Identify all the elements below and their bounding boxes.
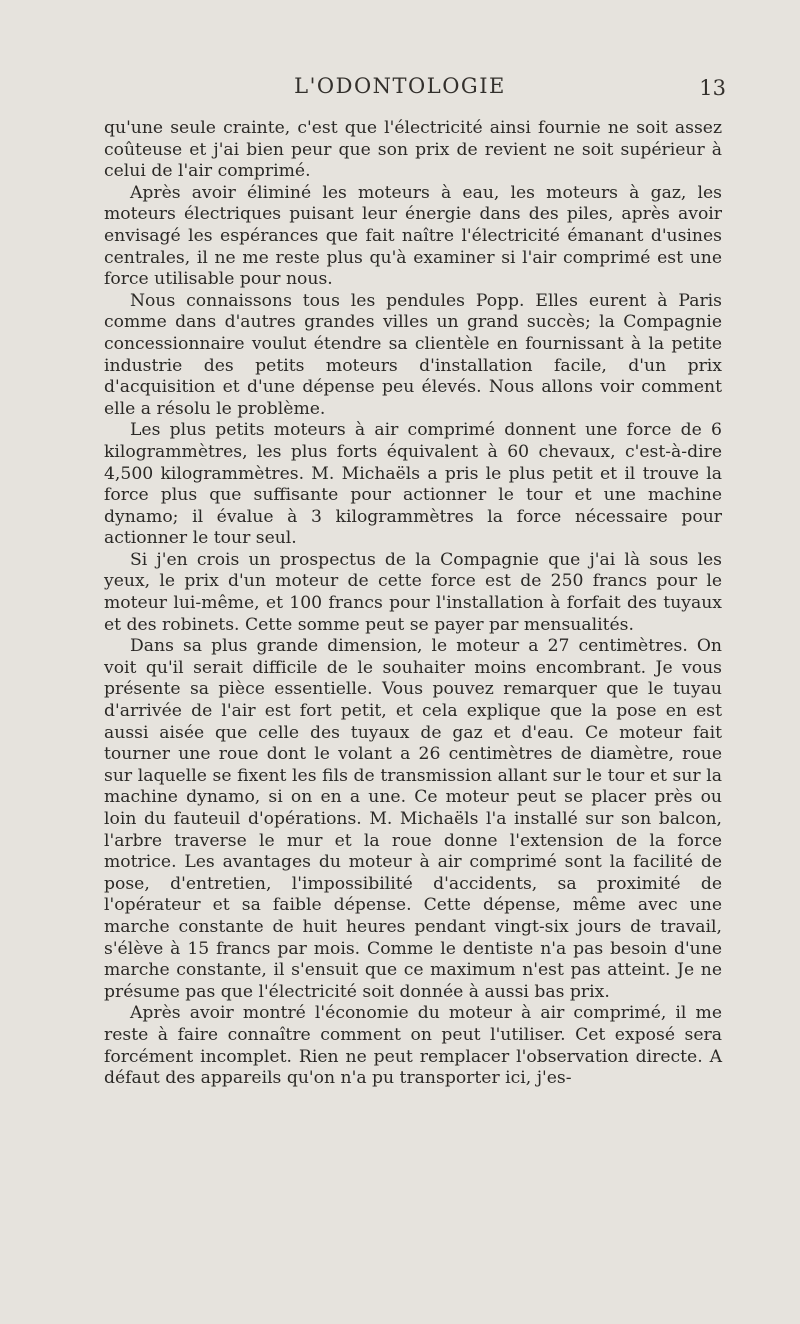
paragraph: Après avoir éliminé les moteurs à eau, les moteurs à gaz, les moteurs électriques puisant leur énergie dans des piles, après avoir envisagé les espérances que fait naître l'électricité émanant d'usines centrales, il ne me reste plus qu'à examiner si l'air comprimé est une force utilisable pour nous.	[104, 182, 722, 290]
paragraph: Les plus petits moteurs à air comprimé donnent une force de 6 kilogrammètres, les plus forts équivalent à 60 chevaux, c'est-à-dire 4,500 kilogrammètres. M. Michaëls a pris le plus petit et il trouve la force plus que suffisante pour actionner le tour et une machine dynamo; il évalue à 3 kilogrammètres la force nécessaire pour actionner le tour seul.	[104, 420, 722, 549]
paragraph: Si j'en crois un prospectus de la Compagnie que j'ai là sous les yeux, le prix d'un moteur de cette force est de 250 francs pour le moteur lui-même, et 100 francs pour l'installation à forfait des tuyaux et des robinets. Cette somme peut se payer par mensualités.	[104, 549, 722, 635]
paragraph: qu'une seule crainte, c'est que l'électricité ainsi fournie ne soit assez coûteuse et j'ai bien peur que son prix de revient ne soit supérieur à celui de l'air comprimé.	[104, 118, 722, 182]
paragraph: Dans sa plus grande dimension, le moteur a 27 centimètres. On voit qu'il serait difficile de le souhaiter moins encombrant. Je vous présente sa pièce essentielle. Vous pouvez remarquer que le tuyau d'arrivée de l'air est fort petit, et cela explique que la pose en est aussi aisée que celle des tuyaux de gaz et d'eau. Ce moteur fait tourner une roue dont le volant a 26 centimètres de diamètre, roue sur laquelle se fixent les fils de transmission allant sur le tour et sur la machine dynamo, si on en a une. Ce moteur peut se placer près ou loin du fauteuil d'opérations. M. Michaëls l'a installé sur son balcon, l'arbre traverse le mur et la roue donne l'extension de la force motrice. Les avantages du moteur à air comprimé sont la facilité de pose, d'entretien, l'impossibilité d'accidents, sa proximité de l'opérateur et sa faible dépense. Cette dépense, même avec une marche constante de huit heures pendant vingt-six jours de travail, s'élève à 15 francs par mois. Comme le dentiste n'a pas besoin d'une marche constante, il s'ensuit que ce maximum n'est pas atteint. Je ne présume pas que l'électricité soit donnée à aussi bas prix.	[104, 636, 722, 1002]
body-text	[104, 118, 722, 1090]
page-number: 13	[699, 76, 726, 100]
paragraph: Après avoir montré l'économie du moteur à air comprimé, il me reste à faire connaître comment on peut l'utiliser. Cet exposé sera forcément incomplet. Rien ne peut remplacer l'observation directe. A défaut des appareils qu'on n'a pu transporter ici, j'es-	[104, 1003, 722, 1089]
running-title: L'ODONTOLOGIE	[294, 74, 506, 98]
paragraph: Nous connaissons tous les pendules Popp. Elles eurent à Paris comme dans d'autres grandes villes un grand succès; la Compagnie concessionnaire voulut étendre sa clientèle en fournissant à la petite industrie des petits moteurs d'installation facile, d'un prix d'acquisition et d'une dépense peu élevés. Nous allons voir comment elle a résolu le problème.	[104, 290, 722, 419]
